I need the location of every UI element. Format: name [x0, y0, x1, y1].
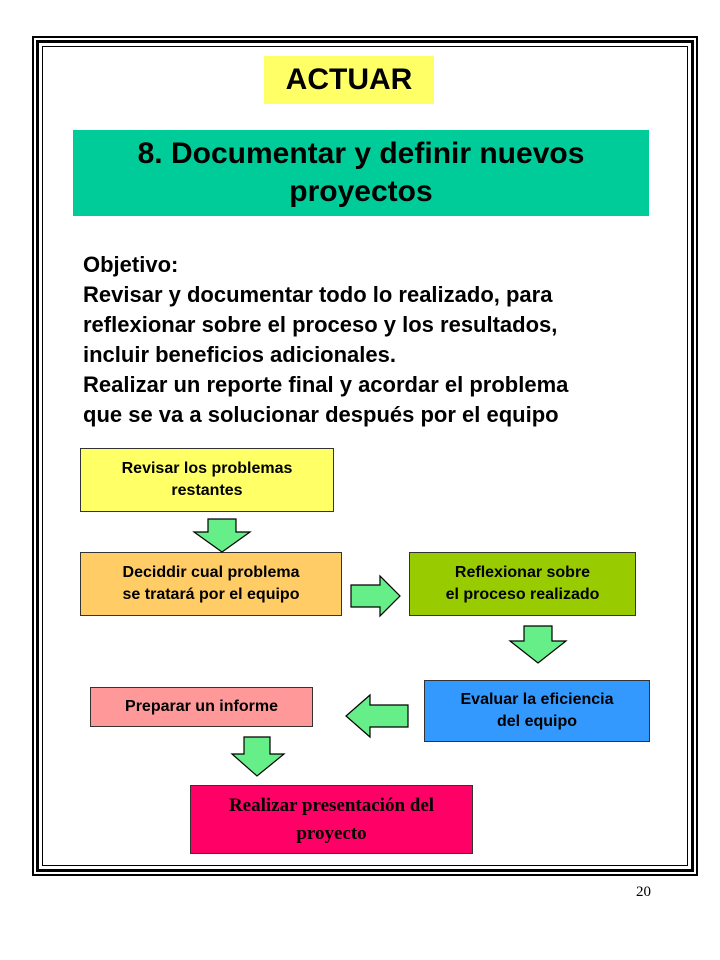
- page-title: [73, 130, 649, 216]
- step-label: Realizar presentación del: [228, 794, 435, 816]
- title-line-1: 8. Documentar y definir nuevos: [137, 137, 585, 170]
- objective-line: Revisar y documentar todo lo realizado, para: [83, 282, 553, 307]
- step-label: restantes: [171, 482, 243, 499]
- step-label: del equipo: [497, 713, 577, 730]
- objective-heading: Objetivo:: [83, 252, 179, 277]
- step-label: el proceso realizado: [445, 586, 600, 603]
- page-number: 20: [636, 884, 651, 900]
- step-label: Evaluar la eficiencia: [460, 691, 614, 708]
- objective-line: incluir beneficios adicionales.: [83, 342, 396, 367]
- arrow-down-icon: [230, 736, 286, 778]
- flow-step-evaluar: [424, 680, 650, 742]
- objective-line: que se va a solucionar después por el equipo: [83, 402, 559, 427]
- objective-text: [83, 250, 703, 430]
- flow-step-decidir: [80, 552, 342, 616]
- flow-step-reflexionar: [409, 552, 636, 616]
- objective-line: reflexionar sobre el proceso y los resultados,: [83, 312, 558, 337]
- flow-step-presentacion: [190, 785, 473, 854]
- arrow-down-icon: [508, 625, 568, 665]
- objective-line: Realizar un reporte final y acordar el problema: [83, 372, 569, 397]
- arrow-down-icon: [192, 518, 252, 554]
- arrow-left-icon: [344, 693, 410, 739]
- flow-step-revisar: [80, 448, 334, 512]
- flow-step-informe: [90, 687, 313, 727]
- step-label: Deciddir cual problema: [122, 564, 300, 581]
- section-tag: ACTUAR: [264, 56, 434, 104]
- step-label: Reflexionar sobre: [454, 564, 591, 581]
- step-label: Preparar un informe: [125, 698, 278, 715]
- step-label: proyecto: [296, 822, 367, 844]
- step-label: Revisar los problemas: [121, 460, 293, 477]
- arrow-right-icon: [350, 574, 402, 618]
- step-label: se tratará por el equipo: [122, 586, 300, 603]
- title-line-2: proyectos: [289, 175, 433, 208]
